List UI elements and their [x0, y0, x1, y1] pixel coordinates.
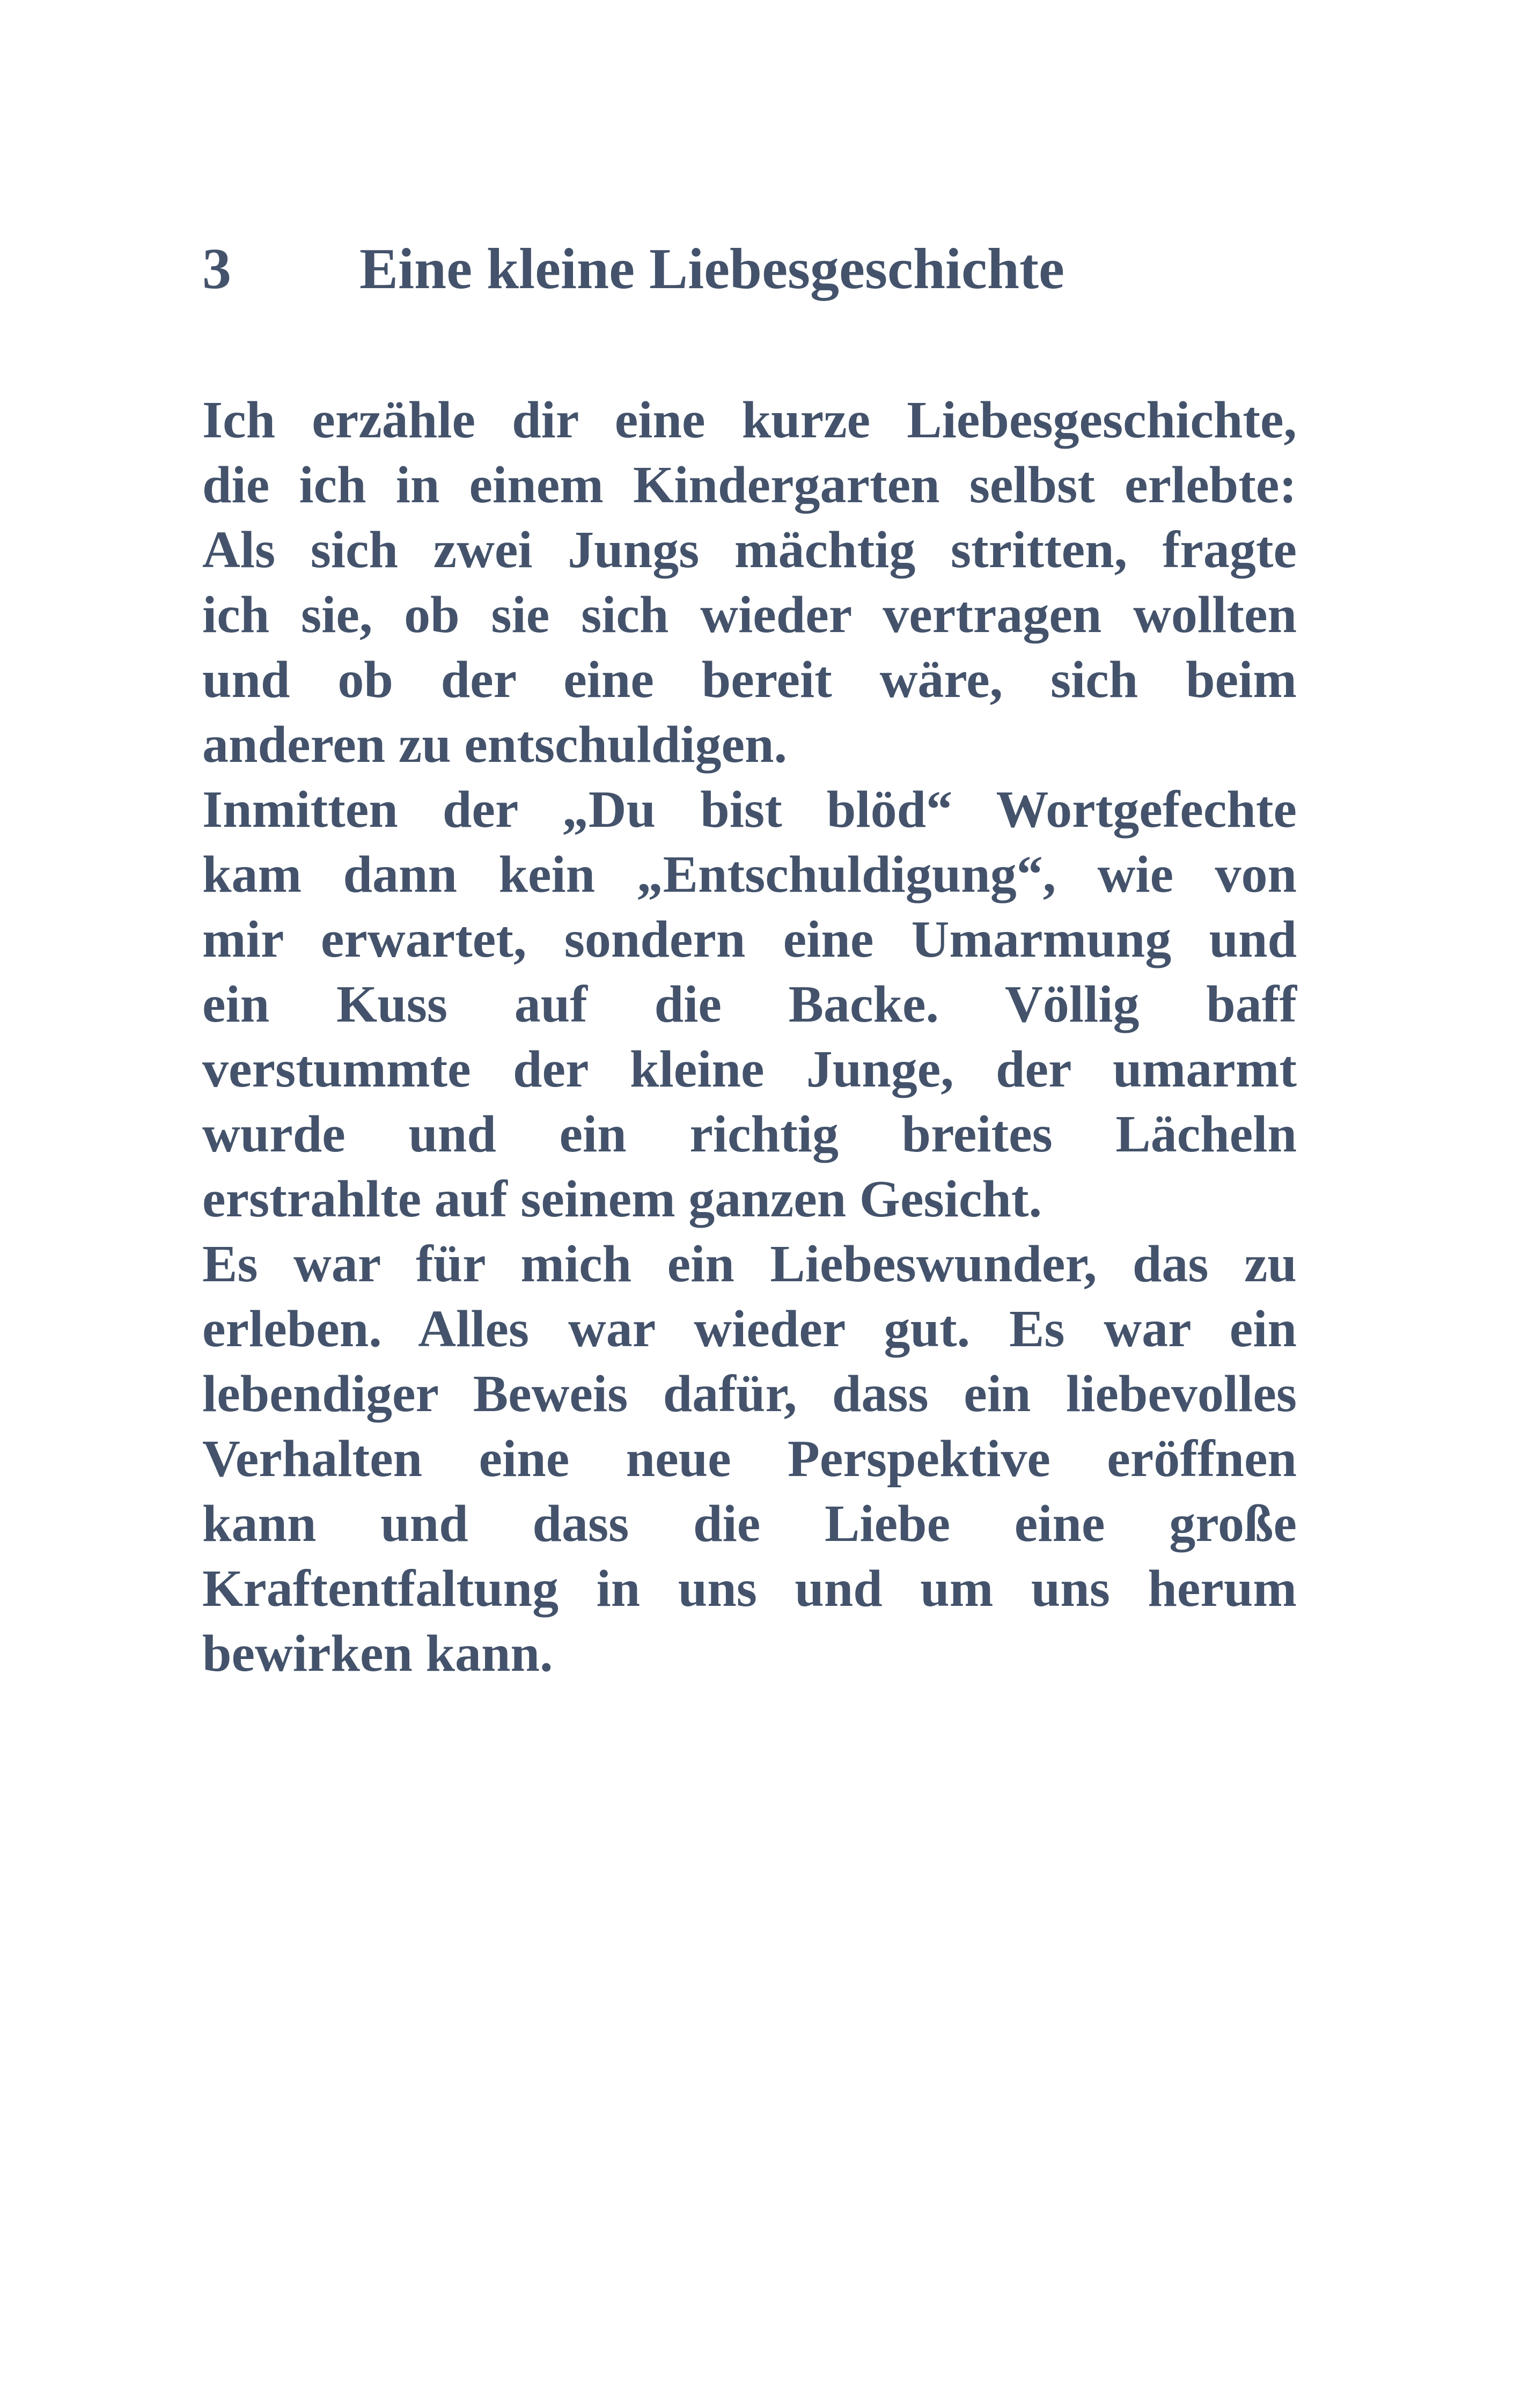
- text-line: Kraftentfaltung in uns und um uns herum: [202, 1560, 1297, 1618]
- chapter-title: Eine kleine Liebesgeschichte: [359, 237, 1064, 301]
- text-line: ich sie, ob sie sich wieder vertragen wollten: [202, 586, 1297, 644]
- paragraph-3: [202, 1232, 1297, 1686]
- text-line: Verhalten eine neue Perspektive eröffnen: [202, 1430, 1297, 1488]
- text-line: bewirken kann.: [202, 1625, 553, 1683]
- text-line: anderen zu entschuldigen.: [202, 716, 787, 774]
- chapter-body: [202, 388, 1297, 1686]
- text-line: kam dann kein „Entschuldigung“, wie von: [202, 846, 1297, 904]
- text-line: lebendiger Beweis dafür, dass ein liebevolles: [202, 1365, 1297, 1423]
- paragraph-1: [202, 388, 1297, 777]
- text-line: erleben. Alles war wieder gut. Es war ein: [202, 1300, 1297, 1358]
- text-line: die ich in einem Kindergarten selbst erlebte:: [202, 456, 1297, 514]
- text-line: Es war für mich ein Liebeswunder, das zu: [202, 1235, 1297, 1293]
- text-line: ein Kuss auf die Backe. Völlig baff: [202, 975, 1297, 1033]
- chapter-heading: [202, 232, 1297, 307]
- text-line: und ob der eine bereit wäre, sich beim: [202, 651, 1297, 709]
- text-line: mir erwartet, sondern eine Umarmung und: [202, 911, 1297, 968]
- text-line: Als sich zwei Jungs mächtig stritten, fragte: [202, 521, 1297, 579]
- text-line: verstummte der kleine Junge, der umarmt: [202, 1040, 1297, 1098]
- paragraph-2: [202, 777, 1297, 1232]
- chapter-number: 3: [202, 237, 231, 301]
- text-line: kann und dass die Liebe eine große: [202, 1495, 1297, 1553]
- text-line: Inmitten der „Du bist blöd“ Wortgefechte: [202, 781, 1297, 839]
- text-line: wurde und ein richtig breites Lächeln: [202, 1105, 1297, 1163]
- text-line: Ich erzähle dir eine kurze Liebesgeschichte,: [202, 391, 1297, 449]
- text-line: erstrahlte auf seinem ganzen Gesicht.: [202, 1170, 1042, 1228]
